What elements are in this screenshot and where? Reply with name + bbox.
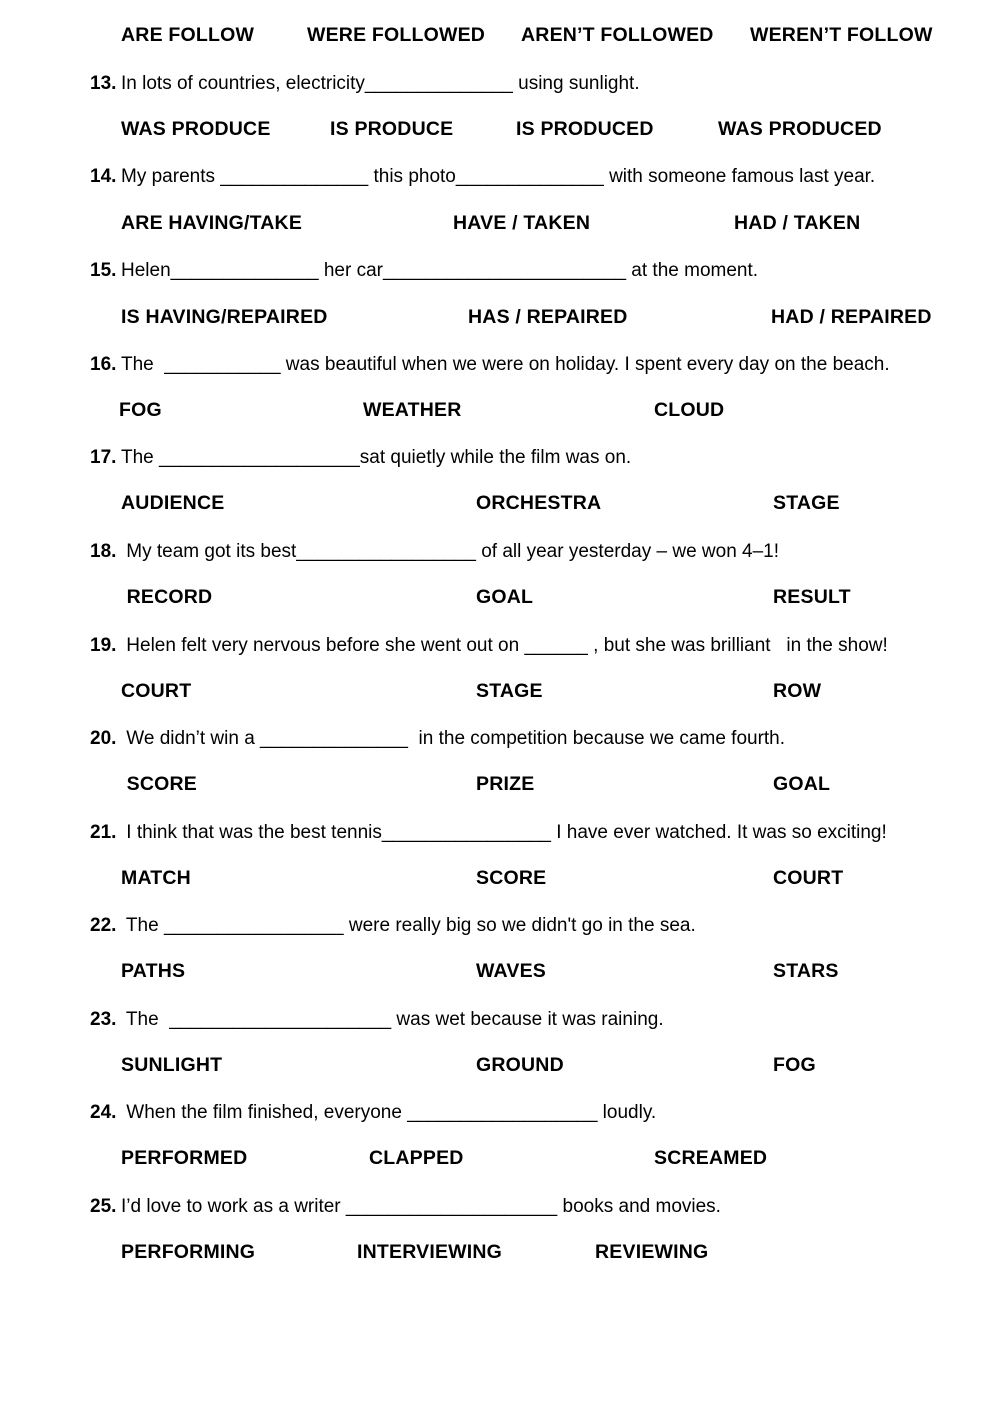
option-text: ARE HAVING/TAKE [121,212,303,234]
option-text: FOG [773,1054,816,1076]
question-text: Helen felt very nervous before she went out on ______ , but she was brilliant in the show! [121,635,888,656]
question-20 [90,729,785,748]
question-number: 14. [90,166,117,187]
option-text: WEATHER [363,399,462,421]
option-text: WEREN’T FOLLOW [750,24,933,46]
question-number: 21. [90,822,117,843]
option-text: WERE FOLLOWED [307,24,486,46]
question-21 [90,823,887,842]
option-text: STAGE [476,680,543,702]
option-text: WAS PRODUCED [718,118,882,140]
question-number: 22. [90,915,117,936]
option-text: SCREAMED [654,1147,768,1169]
question-24 [90,1103,656,1122]
option-text: PATHS [121,960,186,982]
option-text: FOG [119,399,162,421]
option-text: IS PRODUCED [516,118,654,140]
option-text: PERFORMING [121,1241,256,1263]
question-text: The _________________ were really big so we didn't go in the sea. [121,915,696,936]
option-text: CLOUD [654,399,725,421]
option-text: ROW [773,680,822,702]
option-text: SCORE [121,773,197,795]
question-text: I’d love to work as a writer ____________________ books and movies. [121,1196,721,1217]
option-text: HAVE / TAKEN [453,212,591,234]
question-19 [90,636,888,655]
question-text: My team got its best_________________ of all year yesterday – we won 4–1! [121,541,780,562]
option-text: GROUND [476,1054,564,1076]
question-number: 24. [90,1102,117,1123]
question-text: When the film finished, everyone __________________ loudly. [121,1102,657,1123]
option-text: WAS PRODUCE [121,118,271,140]
option-text: PRIZE [476,773,535,795]
option-text: MATCH [121,867,191,889]
question-number: 23. [90,1009,117,1030]
question-number: 19. [90,635,117,656]
option-text: COURT [121,680,192,702]
question-number: 20. [90,728,117,749]
option-text: REVIEWING [595,1241,709,1263]
question-number: 17. [90,447,117,468]
question-text: I think that was the best tennis________________ I have ever watched. It was so exciting! [121,822,887,843]
option-text: RESULT [773,586,851,608]
question-text: The ___________________sat quietly while the film was on. [121,447,632,468]
question-number: 13. [90,73,117,94]
question-text: My parents ______________ this photo______________ with someone famous last year. [121,166,876,187]
option-text: ARE FOLLOW [121,24,255,46]
question-25 [90,1197,721,1216]
option-text: GOAL [476,586,534,608]
question-text: The ___________ was beautiful when we were on holiday. I spent every day on the beach. [121,354,890,375]
question-14 [90,167,875,186]
option-text: STARS [773,960,839,982]
option-text: HAD / TAKEN [734,212,861,234]
option-text: GOAL [773,773,831,795]
question-13 [90,74,640,93]
option-text: AREN’T FOLLOWED [521,24,714,46]
question-17 [90,448,631,467]
option-text: AUDIENCE [121,492,225,514]
question-23 [90,1010,664,1029]
option-text: WAVES [476,960,546,982]
question-text: Helen______________ her car_______________________ at the moment. [121,260,759,281]
question-number: 15. [90,260,117,281]
option-text: SCORE [476,867,547,889]
question-16 [90,355,890,374]
option-text: IS PRODUCE [330,118,454,140]
question-text: We didn’t win a ______________ in the competition because we came fourth. [121,728,786,749]
option-text: HAS / REPAIRED [468,306,628,328]
question-15 [90,261,758,280]
option-text: RECORD [121,586,213,608]
option-text: INTERVIEWING [357,1241,503,1263]
option-text: COURT [773,867,844,889]
question-18 [90,542,779,561]
question-text: In lots of countries, electricity______________ using sunlight. [121,73,640,94]
option-text: PERFORMED [121,1147,248,1169]
option-text: STAGE [773,492,840,514]
option-text: HAD / REPAIRED [771,306,932,328]
question-number: 16. [90,354,117,375]
question-text: The _____________________ was wet because it was raining. [121,1009,664,1030]
option-text: ORCHESTRA [476,492,602,514]
question-22 [90,916,696,935]
option-text: CLAPPED [369,1147,464,1169]
question-number: 18. [90,541,117,562]
question-number: 25. [90,1196,117,1217]
option-text: IS HAVING/REPAIRED [121,306,328,328]
option-text: SUNLIGHT [121,1054,223,1076]
